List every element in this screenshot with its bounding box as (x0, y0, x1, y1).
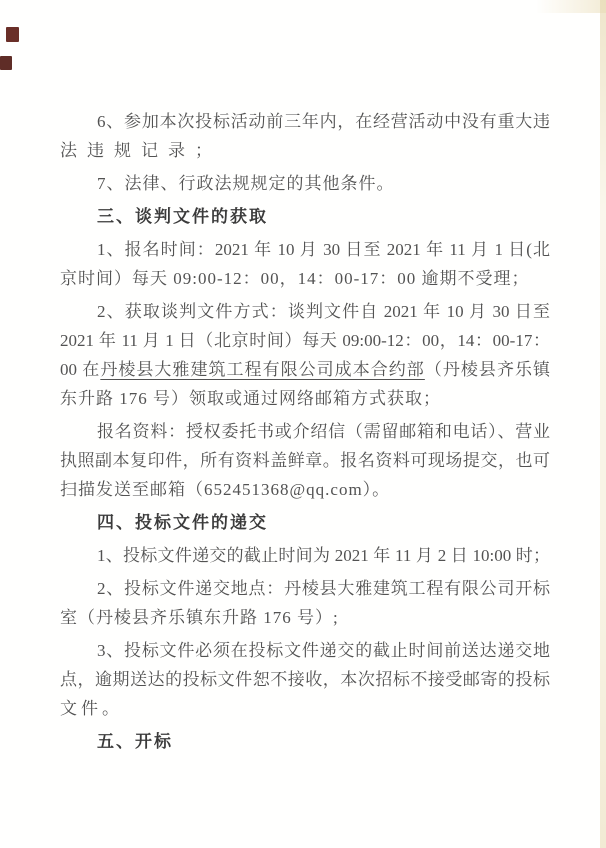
paragraph (60, 169, 550, 198)
paragraph (60, 107, 550, 165)
text-line (60, 136, 550, 165)
text-segment: 点，逾期送达的投标文件恕不接收，本次招标不接受邮寄的投标 (60, 670, 550, 689)
text-line (60, 694, 550, 723)
text-segment: 00 在 (60, 360, 101, 379)
text-line (60, 417, 550, 446)
text-line (60, 727, 550, 756)
paragraph (60, 574, 550, 632)
text-line (60, 107, 550, 136)
section-heading (60, 508, 550, 537)
scan-mark (0, 56, 12, 70)
text-segment: 四、投标文件的递交 (97, 513, 268, 532)
text-segment: 京时间）每天 09:00-12：00，14：00-17：00 逾期不受理； (60, 269, 530, 288)
text-segment: 扫描发送至邮箱（652451368@qq.com）。 (60, 480, 391, 499)
text-segment: 2、投标文件递交地点：丹棱县大雅建筑工程有限公司开标 (97, 579, 550, 598)
document-body (60, 107, 550, 760)
text-segment: 五、开标 (97, 732, 173, 751)
text-segment: 2、获取谈判文件方式：谈判文件自 2021 年 10 月 30 日至 (97, 302, 550, 321)
text-line (60, 603, 550, 632)
text-segment: 文件。 (60, 699, 123, 718)
text-line (60, 541, 550, 570)
scan-edge-smudge (536, 0, 606, 13)
text-segment: 1、投标文件递交的截止时间为 2021 年 11 月 2 日 10:00 时； (97, 546, 550, 565)
paragraph (60, 541, 550, 570)
text-line (60, 446, 550, 475)
text-line (60, 235, 550, 264)
text-line (60, 202, 550, 231)
text-segment: （丹棱县齐乐镇 (424, 360, 551, 379)
text-line (60, 665, 550, 694)
text-segment: 室（丹棱县齐乐镇东升路 176 号）; (60, 608, 339, 627)
text-line (60, 508, 550, 537)
text-segment: 法违规记录； (60, 141, 222, 160)
text-line (60, 636, 550, 665)
text-segment: 报名资料：授权委托书或介绍信（需留邮箱和电话）、营业 (97, 422, 550, 441)
text-segment: 东升路 176 号）领取或通过网络邮箱方式获取； (60, 389, 441, 408)
text-segment: 6、参加本次投标活动前三年内，在经营活动中没有重大违 (97, 112, 550, 131)
paragraph (60, 235, 550, 293)
text-segment: 2021 年 11 月 1 日（北京时间）每天 09:00-12：00，14：00-17： (60, 331, 550, 350)
underlined-company-name: 丹棱县大雅建筑工程有限公司成本合约部 (100, 360, 425, 379)
text-segment: 执照副本复印件，所有资料盖鲜章。报名资料可现场提交，也可 (60, 451, 550, 470)
text-line (60, 355, 550, 384)
text-line (60, 264, 550, 293)
section-heading (60, 202, 550, 231)
text-line (60, 384, 550, 413)
text-segment: 7、法律、行政法规规定的其他条件。 (97, 174, 395, 193)
scan-mark (6, 27, 19, 42)
text-segment: 3、投标文件必须在投标文件递交的截止时间前送达递交地 (97, 641, 550, 660)
scan-edge-strip (600, 0, 606, 848)
text-line (60, 169, 550, 198)
text-line (60, 475, 550, 504)
text-line (60, 326, 550, 355)
text-line (60, 574, 550, 603)
paragraph (60, 417, 550, 504)
section-heading (60, 727, 550, 756)
paragraph (60, 636, 550, 723)
text-segment: 三、谈判文件的获取 (97, 207, 268, 226)
text-line (60, 297, 550, 326)
text-segment: 1、报名时间：2021 年 10 月 30 日至 2021 年 11 月 1 日(北 (97, 240, 550, 259)
paragraph (60, 297, 550, 413)
